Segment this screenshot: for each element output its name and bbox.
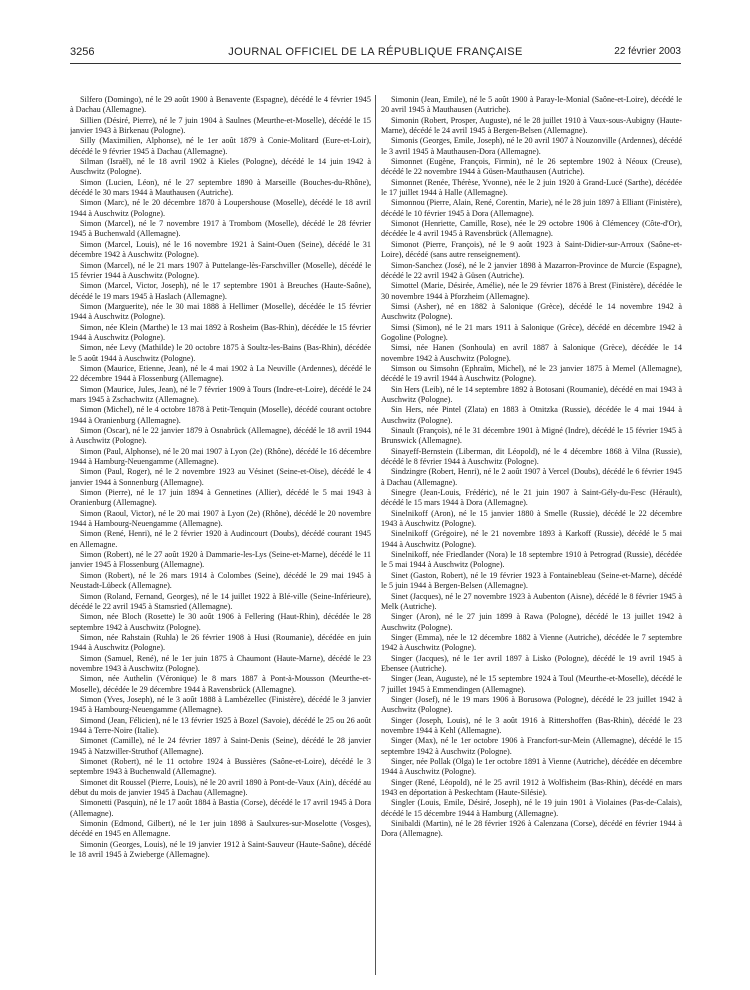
list-entry: Simson ou Simsohn (Ephraïm, Michel), né le 23 janvier 1875 à Memel (Allemagne), décédé le 19 avril 1944 à Auschwitz (Pologne). [381, 363, 682, 384]
list-entry: Simon, née Rahstain (Ruhla) le 26 février 1908 à Husi (Roumanie), décédée en juin 1944 à Auschwitz (Pologne). [70, 632, 371, 653]
list-entry: Simon, née Levy (Mathilde) le 20 octobre 1875 à Soultz-les-Bains (Bas-Rhin), décédée le 5 août 1944 à Auschwitz (Pologne). [70, 343, 371, 363]
list-entry: Sinegre (Jean-Louis, Frédéric), né le 21 juin 1907 à Saint-Gély-du-Fesc (Hérault), décédé le 15 mars 1944 à Dora (Allemagne). [381, 488, 682, 508]
list-entry: Simonnou (Pierre, Alain, René, Corentin, Marie), né le 28 juin 1897 à Elliant (Finistère), décédé le 10 février 1945 à Dora (Allemagne). [381, 198, 682, 218]
list-entry: Silfero (Domingo), né le 29 août 1900 à Benavente (Espagne), décédé le 4 février 1945 à Dachau (Allemagne). [70, 95, 371, 115]
list-entry: Simon (Marcel), né le 21 mars 1907 à Puttelange-lès-Farschviller (Moselle), décédé le 15 février 1944 à Auschwitz (Pologne). [70, 260, 371, 280]
list-entry: Singer (Joseph, Louis), né le 3 août 1916 à Rittershoffen (Bas-Rhin), décédé le 23 novembre 1944 à Kehl (Allemagne). [381, 715, 682, 735]
list-entry: Simon (Maurice, Etienne, Jean), né le 4 mai 1902 à La Neuville (Ardennes), décédé le 22 décembre 1944 à Flossenburg (Allemagne). [70, 363, 371, 384]
list-entry: Sinayeff-Bernstein (Liberman, dit Léopold), né le 4 décembre 1868 à Vilna (Russie), décédé le 8 février 1944 à Auschwitz (Pologne). [381, 446, 682, 467]
list-entry: Silman (Israël), né le 18 avril 1902 à Kieles (Pologne), décédé le 14 juin 1942 à Auschwitz (Pologne). [70, 157, 371, 177]
list-entry: Simon (René, Henri), né le 2 février 1920 à Audincourt (Doubs), décédé courant 1945 en Allemagne. [70, 529, 371, 549]
list-entry: Singer (Josef), né le 19 mars 1906 à Borusowa (Pologne), décédé le 23 juillet 1942 à Auschwitz (Pologne). [381, 694, 682, 715]
list-entry: Simonnet (Eugène, François, Firmin), né le 26 septembre 1902 à Néoux (Creuse), décédé le 22 novembre 1944 à Güsen-Mauthausen (Autriche). [381, 157, 682, 177]
list-entry: Simon (Pierre), né le 17 juin 1894 à Gennetines (Allier), décédé le 5 mai 1943 à Oranienburg (Allemagne). [70, 488, 371, 508]
list-entry: Simon (Marcel), né le 7 novembre 1917 à Trombom (Moselle), décédé le 28 février 1945 à Buchenwald (Allemagne). [70, 219, 371, 239]
list-entry: Simonet (Camille), né le 24 février 1897 à Saint-Denis (Seine), décédé le 28 janvier 1945 à Natzwiller-Struthof (Allemagne). [70, 736, 371, 756]
list-entry: Simon (Marc), né le 20 décembre 1870 à Loupershouse (Moselle), décédé le 18 avril 1944 à Auschwitz (Pologne). [70, 198, 371, 218]
list-entry: Singer (Aron), né le 27 juin 1899 à Rawa (Pologne), décédé le 13 juillet 1942 à Auschwitz (Pologne). [381, 612, 682, 632]
list-entry: Simon (Samuel, René), né le 1er juin 1875 à Chaumont (Haute-Marne), décédé le 23 novembre 1943 à Auschwitz (Pologne). [70, 653, 371, 673]
list-entry: Singer (Jean, Auguste), né le 15 septembre 1924 à Toul (Meurthe-et-Moselle), décédé le 7 juillet 1945 à Emmendingen (Allemagne). [381, 674, 682, 694]
list-entry: Simon, née Authelin (Véronique) le 8 mars 1887 à Pont-à-Mousson (Meurthe-et-Moselle), décédée le 29 décembre 1944 à Ravensbrück (Allemagne). [70, 674, 371, 694]
list-entry: Simonin (Robert, Prosper, Auguste), né le 28 juillet 1910 à Vaux-sous-Aubigny (Haute-Marne), décédé le 24 avril 1945 à Bergen-Belsen (Allemagne). [381, 115, 682, 136]
list-entry: Singer (Jacques), né le 1er avril 1897 à Lisko (Pologne), décédé le 19 avril 1945 à Ebensee (Autriche). [381, 653, 682, 673]
list-entry: Sinibaldi (Martin), né le 28 février 1926 à Calenzana (Corse), décédé en février 1944 à Dora (Allemagne). [381, 819, 682, 839]
list-entry: Singer (Max), né le 1er octobre 1906 à Francfort-sur-Mein (Allemagne), décédé le 15 septembre 1942 à Auschwitz (Pologne). [381, 736, 682, 756]
list-entry: Simottel (Marie, Désirée, Amélie), née le 29 février 1876 à Brest (Finistère), décédée le 30 novembre 1944 à Pforzheim (Allemagne). [381, 281, 682, 301]
list-entry: Simon (Yves, Joseph), né le 3 août 1888 à Lambézellec (Finistère), décédé le 3 janvier 1945 à Hambourg-Neuengamme (Allemagne). [70, 694, 371, 715]
list-entry: Simon (Marcel, Louis), né le 16 novembre 1921 à Saint-Ouen (Seine), décédé le 31 décembre 1942 à Auschwitz (Pologne). [70, 239, 371, 260]
list-entry: Simonet (Robert), né le 11 octobre 1924 à Bussières (Saône-et-Loire), décédé le 3 septembre 1943 à Buchenwald (Allemagne). [70, 757, 371, 777]
list-entry: Sindzingre (Robert, Henri), né le 2 août 1907 à Vercel (Doubs), décédé le 6 février 1945 à Dachau (Allemagne). [381, 467, 682, 487]
list-entry: Sinelnikoff (Aron), né le 15 janvier 1880 à Smelle (Russie), décédé le 22 décembre 1943 à Auschwitz (Pologne). [381, 508, 682, 529]
list-entry: Sinet (Jacques), né le 27 novembre 1923 à Aubenton (Aisne), décédé le 8 février 1945 à Melk (Autriche). [381, 591, 682, 611]
list-entry: Simon (Paul, Roger), né le 2 novembre 1923 au Vésinet (Seine-et-Oise), décédé le 4 janvier 1944 à Sonnenburg (Allemagne). [70, 467, 371, 487]
issue-date: 22 février 2003 [614, 46, 681, 57]
page-number: 3256 [70, 46, 95, 58]
list-entry: Simon (Roland, Fernand, Georges), né le 14 juillet 1922 à Blé-ville (Seine-Inférieure), décédé le 22 avril 1945 à Stamsried (Allemagne). [70, 591, 371, 611]
list-entry: Simonin (Georges, Louis), né le 19 janvier 1912 à Saint-Sauveur (Haute-Saône), décédé le 18 avril 1945 à Zwieberge (Allemagne). [70, 839, 371, 860]
list-entry: Simon (Lucien, Léon), né le 27 septembre 1890 à Marseille (Bouches-du-Rhône), décédé le 30 mars 1944 à Mauthausen (Autriche). [70, 177, 371, 198]
list-entry: Simon (Robert), né le 27 août 1920 à Dammarie-les-Lys (Seine-et-Marne), décédé le 11 janvier 1945 à Flossenburg (Allemagne). [70, 550, 371, 570]
list-entry: Sinault (François), né le 31 décembre 1901 à Migné (Indre), décédé le 15 février 1945 à Brunswick (Allemagne). [381, 426, 682, 446]
list-entry: Simon, née Bloch (Rosette) le 30 août 1906 à Fellering (Haut-Rhin), décédée le 28 septembre 1942 à Auschwitz (Pologne). [70, 612, 371, 632]
list-entry: Simon (Raoul, Victor), né le 20 mai 1907 à Lyon (2e) (Rhône), décédé le 20 novembre 1944 à Hambourg-Neuengamme (Allemagne). [70, 508, 371, 529]
list-entry: Sin Hers, née Pintel (Zlata) en 1883 à Otnitzka (Russie), décédée le 4 mai 1944 à Auschwitz (Pologne). [381, 405, 682, 425]
column-divider [375, 95, 376, 975]
list-entry: Simon-Sanchez (José), né le 2 janvier 1898 à Mazarron-Province de Murcie (Espagne), décédé le 22 avril 1942 à Güsen (Autriche). [381, 260, 682, 280]
list-entry: Simonot (Henriette, Camille, Rose), née le 29 octobre 1906 à Clémencey (Côte-d'Or), décédée le 4 avril 1945 à Ravensbrück (Allemagne). [381, 219, 682, 239]
list-entry: Simond (Jean, Félicien), né le 13 février 1925 à Bozel (Savoie), décédé le 25 ou 26 août 1944 à Terre-Noire (Italie). [70, 715, 371, 735]
page-header [70, 46, 681, 64]
list-entry: Simonet dit Roussel (Pierre, Louis), né le 20 avril 1890 à Pont-de-Vaux (Ain), décédé au début du mois de janvier 1945 à Dachau (Allemagne). [70, 777, 371, 798]
list-entry: Singler (Louis, Emile, Désiré, Joseph), né le 19 juin 1901 à Violaines (Pas-de-Calais), décédé le 15 décembre 1944 à Hamburg (Allemagne). [381, 798, 682, 818]
list-entry: Simon (Oscar), né le 22 janvier 1879 à Osnabrück (Allemagne), décédé le 18 avril 1944 à Auschwitz (Pologne). [70, 426, 371, 446]
list-entry: Simon (Marcel, Victor, Joseph), né le 17 septembre 1901 à Breuches (Haute-Saône), décédé le 19 mars 1945 à Haslach (Allemagne). [70, 281, 371, 301]
list-entry: Simon (Paul, Alphonse), né le 20 mai 1907 à Lyon (2e) (Rhône), décédé le 16 décembre 1944 à Hamburg-Neuengamme (Allemagne). [70, 446, 371, 467]
left-column [70, 95, 371, 975]
list-entry: Simon (Maurice, Jules, Jean), né le 7 février 1909 à Tours (Indre-et-Loire), décédé le 24 mars 1945 à Zschachwitz (Allemagne). [70, 384, 371, 404]
list-entry: Simsi (Asher), né en 1882 à Salonique (Grèce), décédé le 14 novembre 1942 à Auschwitz (Pologne). [381, 301, 682, 322]
list-entry: Simon, née Klein (Marthe) le 13 mai 1892 à Rosheim (Bas-Rhin), décédée le 15 février 1944 à Auschwitz (Pologne). [70, 322, 371, 342]
list-entry: Simonis (Georges, Emile, Joseph), né le 20 avril 1907 à Nouzonville (Ardennes), décédé le 3 avril 1945 à Mauthausen-Dora (Allemagne). [381, 136, 682, 156]
list-entry: Simon (Robert), né le 26 mars 1914 à Colombes (Seine), décédé le 29 mai 1945 à Neustadt-Lübeck (Allemagne). [70, 570, 371, 591]
list-entry: Simsi (Simon), né le 21 mars 1911 à Salonique (Grèce), décédé en décembre 1942 à Gogoline (Pologne). [381, 322, 682, 342]
list-entry: Sin Hers (Leib), né le 14 septembre 1892 à Botosani (Roumanie), décédé en mai 1943 à Auschwitz (Pologne). [381, 384, 682, 404]
list-entry: Simonot (Pierre, François), né le 9 août 1923 à Saint-Didier-sur-Arroux (Saône-et-Loire), décédé (sans autre renseignement). [381, 239, 682, 260]
right-column [381, 95, 682, 975]
list-entry: Sinelnikoff, née Friedlander (Nora) le 18 septembre 1910 à Petrograd (Russie), décédée le 5 mai 1944 à Auschwitz (Pologne). [381, 550, 682, 570]
list-entry: Singer (Emma), née le 12 décembre 1882 à Vienne (Autriche), décédée le 7 septembre 1942 à Auschwitz (Pologne). [381, 632, 682, 653]
header-rule [70, 63, 681, 64]
list-entry: Simonnet (Renée, Thérèse, Yvonne), née le 2 juin 1920 à Grand-Lucé (Sarthe), décédée le 17 juillet 1944 à Halle (Allemagne). [381, 177, 682, 198]
list-entry: Sinelnikoff (Grégoire), né le 21 novembre 1893 à Karkoff (Russie), décédé le 5 mai 1944 à Auschwitz (Pologne). [381, 529, 682, 549]
list-entry: Simonetti (Pasquin), né le 17 août 1884 à Bastia (Corse), décédé le 17 avril 1945 à Dora (Allemagne). [70, 798, 371, 818]
journal-title: JOURNAL OFFICIEL DE LA RÉPUBLIQUE FRANÇAISE [228, 46, 523, 58]
list-entry: Silly (Maximilien, Alphonse), né le 1er août 1879 à Conie-Molitard (Eure-et-Loir), décédé le 9 février 1945 à Dachau (Allemagne). [70, 136, 371, 156]
list-entry: Simon (Michel), né le 4 octobre 1878 à Petit-Tenquin (Moselle), décédé courant octobre 1944 à Oranienburg (Allemagne). [70, 405, 371, 425]
list-entry: Sillien (Désiré, Pierre), né le 7 juin 1904 à Saulnes (Meurthe-et-Moselle), décédé le 15 janvier 1943 à Birkenau (Pologne). [70, 115, 371, 136]
list-entry: Sinet (Gaston, Robert), né le 19 février 1923 à Fontainebleau (Seine-et-Marne), décédé le 5 juin 1944 à Bergen-Belsen (Allemagne). [381, 570, 682, 591]
list-entry: Singer, née Pollak (Olga) le 1er octobre 1891 à Vienne (Autriche), décédée en décembre 1944 à Auschwitz (Pologne). [381, 757, 682, 777]
list-entry: Simon (Marguerite), née le 30 mai 1888 à Hellimer (Moselle), décédée le 15 février 1944 à Auschwitz (Pologne). [70, 301, 371, 322]
list-entry: Simonin (Jean, Emile), né le 5 août 1900 à Paray-le-Monial (Saône-et-Loire), décédé le 20 avril 1945 à Mauthausen (Autriche). [381, 95, 682, 115]
list-entry: Simsi, née Hanen (Sonhoula) en avril 1887 à Salonique (Grèce), décédée le 14 novembre 1942 à Auschwitz (Pologne). [381, 343, 682, 363]
list-entry: Singer (René, Léopold), né le 25 avril 1912 à Wolfisheim (Bas-Rhin), décédé en mars 1943 en déportation à Peskechtam (Haute-Silésie). [381, 777, 682, 798]
list-entry: Simonin (Edmond, Gilbert), né le 1er juin 1898 à Saulxures-sur-Moselotte (Vosges), décédé en 1945 en Allemagne. [70, 819, 371, 839]
